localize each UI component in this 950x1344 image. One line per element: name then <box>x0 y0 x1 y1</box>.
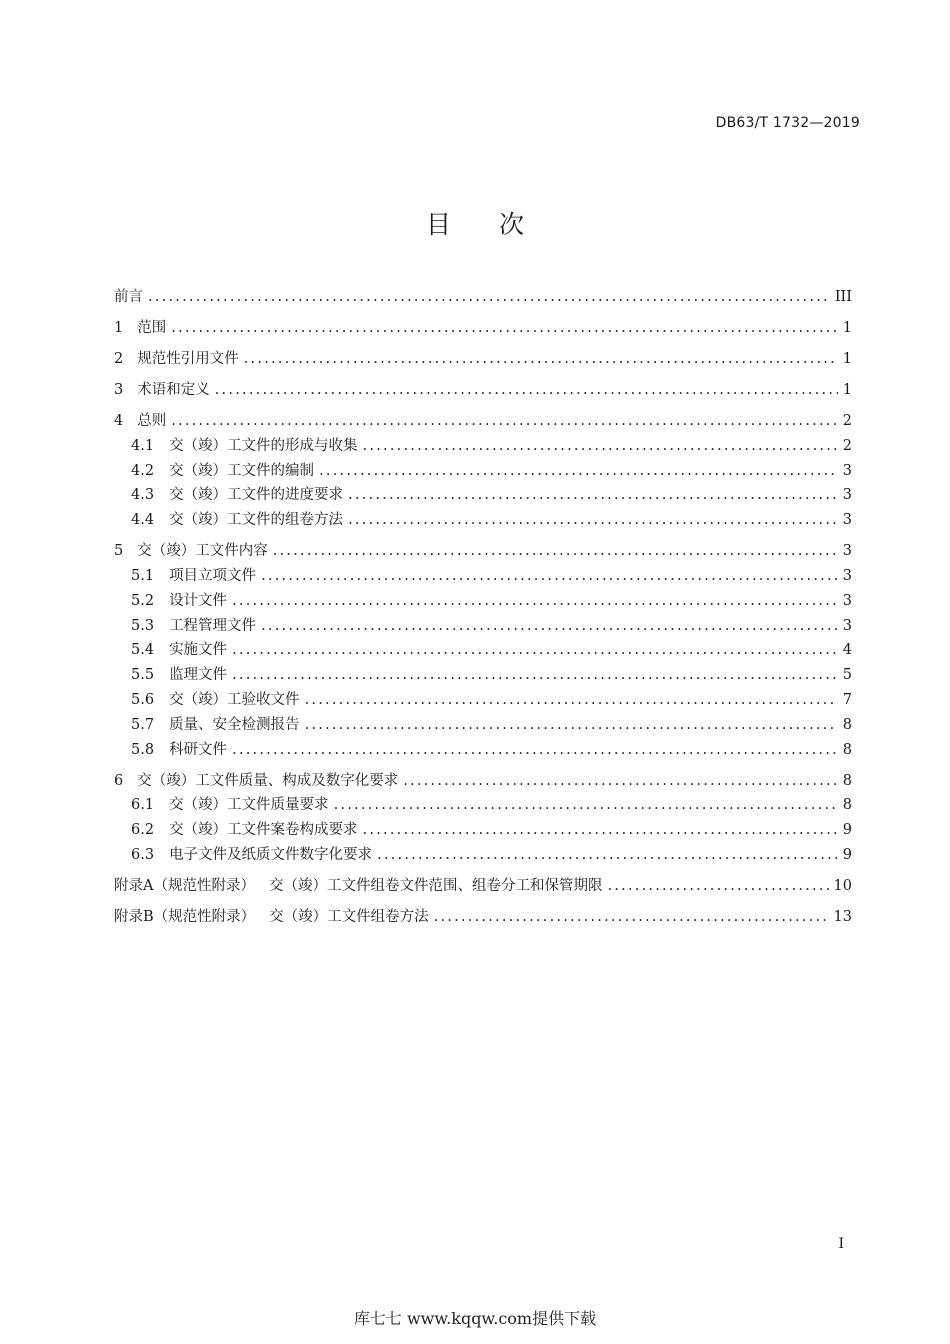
toc-leader-dots <box>319 461 838 481</box>
toc-entry-number: 5.1 <box>131 567 155 584</box>
toc-leader-dots <box>261 616 838 636</box>
toc-entry-title: 交（竣）工文件的组卷方法 <box>169 512 344 529</box>
toc-leader-dots <box>232 740 838 760</box>
toc-leader-dots <box>232 665 838 685</box>
toc-entry-number: 2 <box>114 351 124 367</box>
toc-entry[interactable] <box>114 845 852 865</box>
toc-entry[interactable] <box>114 715 852 735</box>
toc-entry-title: 交（竣）工文件的编制 <box>169 462 315 479</box>
toc-entry-page: 5 <box>842 667 852 684</box>
toc-entry[interactable] <box>114 510 852 530</box>
toc-leader-dots <box>434 907 830 927</box>
toc-entry-page: 3 <box>842 543 852 560</box>
toc-leader-dots <box>377 845 838 865</box>
toc-leader-dots <box>305 690 838 710</box>
title-char-1: 目 <box>425 210 451 239</box>
toc-leader-dots <box>363 436 838 456</box>
toc-entry-title: 科研文件 <box>169 741 228 758</box>
toc-leader-dots <box>363 820 838 840</box>
title-char-2: 次 <box>499 210 525 239</box>
toc-entry-title: 术语和定义 <box>137 382 210 398</box>
toc-entry-title: 范围 <box>137 320 167 336</box>
toc-entry[interactable] <box>114 349 852 369</box>
toc-entry-number: 4.3 <box>131 487 155 504</box>
toc-entry[interactable] <box>114 640 852 660</box>
toc-entry[interactable] <box>114 616 852 636</box>
toc-entry-page: 8 <box>842 772 852 789</box>
toc-entry-title: 电子文件及纸质文件数字化要求 <box>169 846 373 863</box>
toc-entry-number: 附录B（规范性附录） <box>114 908 256 925</box>
toc-leader-dots <box>348 510 838 530</box>
toc-entry-title: 交（竣）工文件组卷方法 <box>269 908 429 925</box>
toc-leader-dots <box>273 541 838 561</box>
toc-leader-dots <box>215 380 838 400</box>
toc-leader-dots <box>261 566 838 586</box>
toc-entry-title: 交（竣）工文件的进度要求 <box>169 487 344 504</box>
toc-leader-dots <box>607 876 829 896</box>
toc-entry-number: 4.4 <box>131 512 155 529</box>
toc-entry[interactable] <box>114 876 852 896</box>
toc-entry-title: 实施文件 <box>169 642 228 659</box>
toc-entry-title: 项目立项文件 <box>169 567 257 584</box>
toc-entry-title: 工程管理文件 <box>169 617 257 634</box>
toc-entry-title: 设计文件 <box>169 592 228 609</box>
toc-entry-page: 3 <box>842 462 852 479</box>
toc-entry-number: 6.3 <box>131 846 155 863</box>
toc-entry[interactable] <box>114 907 852 927</box>
toc-leader-dots <box>403 771 838 791</box>
toc-entry-title: 前言 <box>114 289 143 305</box>
toc-entry-number: 6 <box>114 772 124 789</box>
toc-entry-page: 3 <box>842 617 852 634</box>
toc-entry-page: 9 <box>842 846 852 863</box>
toc-entry-page: 3 <box>842 567 852 584</box>
toc-entry[interactable] <box>114 690 852 710</box>
toc-entry-page: 9 <box>842 822 852 839</box>
toc-entry[interactable] <box>114 591 852 611</box>
toc-entry-title: 总则 <box>137 413 167 429</box>
toc-entry[interactable] <box>114 287 852 307</box>
toc-entry-page: 3 <box>842 487 852 504</box>
toc-leader-dots <box>244 349 838 369</box>
toc-entry-number: 附录A（规范性附录） <box>114 877 255 894</box>
toc-entry[interactable] <box>114 771 852 791</box>
toc-leader-dots <box>171 318 838 338</box>
standard-code: DB63/T 1732—2019 <box>715 115 860 131</box>
toc-entry-number: 6.1 <box>131 797 155 814</box>
toc-entry-number: 5.8 <box>131 741 155 758</box>
toc-entry-page: 1 <box>842 382 852 398</box>
toc-entry-page: 1 <box>842 351 852 367</box>
toc-entry-title: 监理文件 <box>169 667 228 684</box>
toc-entry-page: 2 <box>842 413 852 429</box>
toc-leader-dots <box>232 640 838 660</box>
toc-entry-title: 交（竣）工文件案卷构成要求 <box>169 822 358 839</box>
toc-entry-page: 3 <box>842 592 852 609</box>
toc-leader-dots <box>305 715 838 735</box>
toc-entry[interactable] <box>114 541 852 561</box>
toc-leader-dots <box>148 287 831 307</box>
toc-entry-number: 5.7 <box>131 716 155 733</box>
toc-leader-dots <box>348 485 838 505</box>
toc-leader-dots <box>334 795 838 815</box>
toc-entry-number: 5.6 <box>131 691 155 708</box>
toc-entry[interactable] <box>114 318 852 338</box>
toc-entry-number: 5.3 <box>131 617 155 634</box>
toc-entry-title: 质量、安全检测报告 <box>169 716 300 733</box>
toc-entry-page: 10 <box>833 877 852 894</box>
toc-entry-number: 3 <box>114 382 124 398</box>
page-title <box>0 205 950 241</box>
toc-entry-number: 6.2 <box>131 822 155 839</box>
toc-entry-number: 5.5 <box>131 667 155 684</box>
download-watermark: 库七七 www.kqqw.com提供下载 <box>353 1309 597 1328</box>
toc-entry[interactable] <box>114 411 852 431</box>
toc-entry-title: 规范性引用文件 <box>137 351 239 367</box>
toc-entry-title: 交（竣）工文件质量、构成及数字化要求 <box>137 772 399 789</box>
toc-entry-page: 13 <box>833 908 852 925</box>
toc-entry-title: 交（竣）工验收文件 <box>169 691 300 708</box>
toc-leader-dots <box>232 591 838 611</box>
toc-entry-page: 3 <box>842 512 852 529</box>
toc-entry[interactable] <box>114 485 852 505</box>
toc-entry-title: 交（竣）工文件的形成与收集 <box>169 437 358 454</box>
toc-entry[interactable] <box>114 795 852 815</box>
toc-entry-title: 交（竣）工文件内容 <box>137 543 268 560</box>
toc-entry-number: 4.2 <box>131 462 155 479</box>
toc-entry-number: 4 <box>114 413 124 429</box>
toc-entry-number: 5.2 <box>131 592 155 609</box>
toc-entry[interactable] <box>114 380 852 400</box>
toc-entry-page: 2 <box>842 437 852 454</box>
page-number: I <box>838 1236 844 1252</box>
toc-entry-number: 4.1 <box>131 437 155 454</box>
toc-entry-page: 7 <box>842 691 852 708</box>
toc-entry[interactable] <box>114 740 852 760</box>
toc-entry[interactable] <box>114 461 852 481</box>
toc-entry-page: 1 <box>842 320 852 336</box>
toc-entry-page: 8 <box>842 716 852 733</box>
toc-entry-page: III <box>834 289 852 305</box>
toc-entry[interactable] <box>114 820 852 840</box>
toc-entry[interactable] <box>114 436 852 456</box>
toc-entry-title: 交（竣）工文件质量要求 <box>169 797 329 814</box>
toc-leader-dots <box>171 411 838 431</box>
toc-entry[interactable] <box>114 566 852 586</box>
toc-entry-page: 4 <box>842 642 852 659</box>
toc-entry-number: 5.4 <box>131 642 155 659</box>
toc-entry-page: 8 <box>842 797 852 814</box>
table-of-contents <box>114 287 852 927</box>
toc-entry-number: 5 <box>114 543 124 560</box>
toc-entry[interactable] <box>114 665 852 685</box>
toc-entry-number: 1 <box>114 320 124 336</box>
toc-entry-title: 交（竣）工文件组卷文件范围、组卷分工和保管期限 <box>268 877 603 894</box>
toc-entry-page: 8 <box>842 741 852 758</box>
